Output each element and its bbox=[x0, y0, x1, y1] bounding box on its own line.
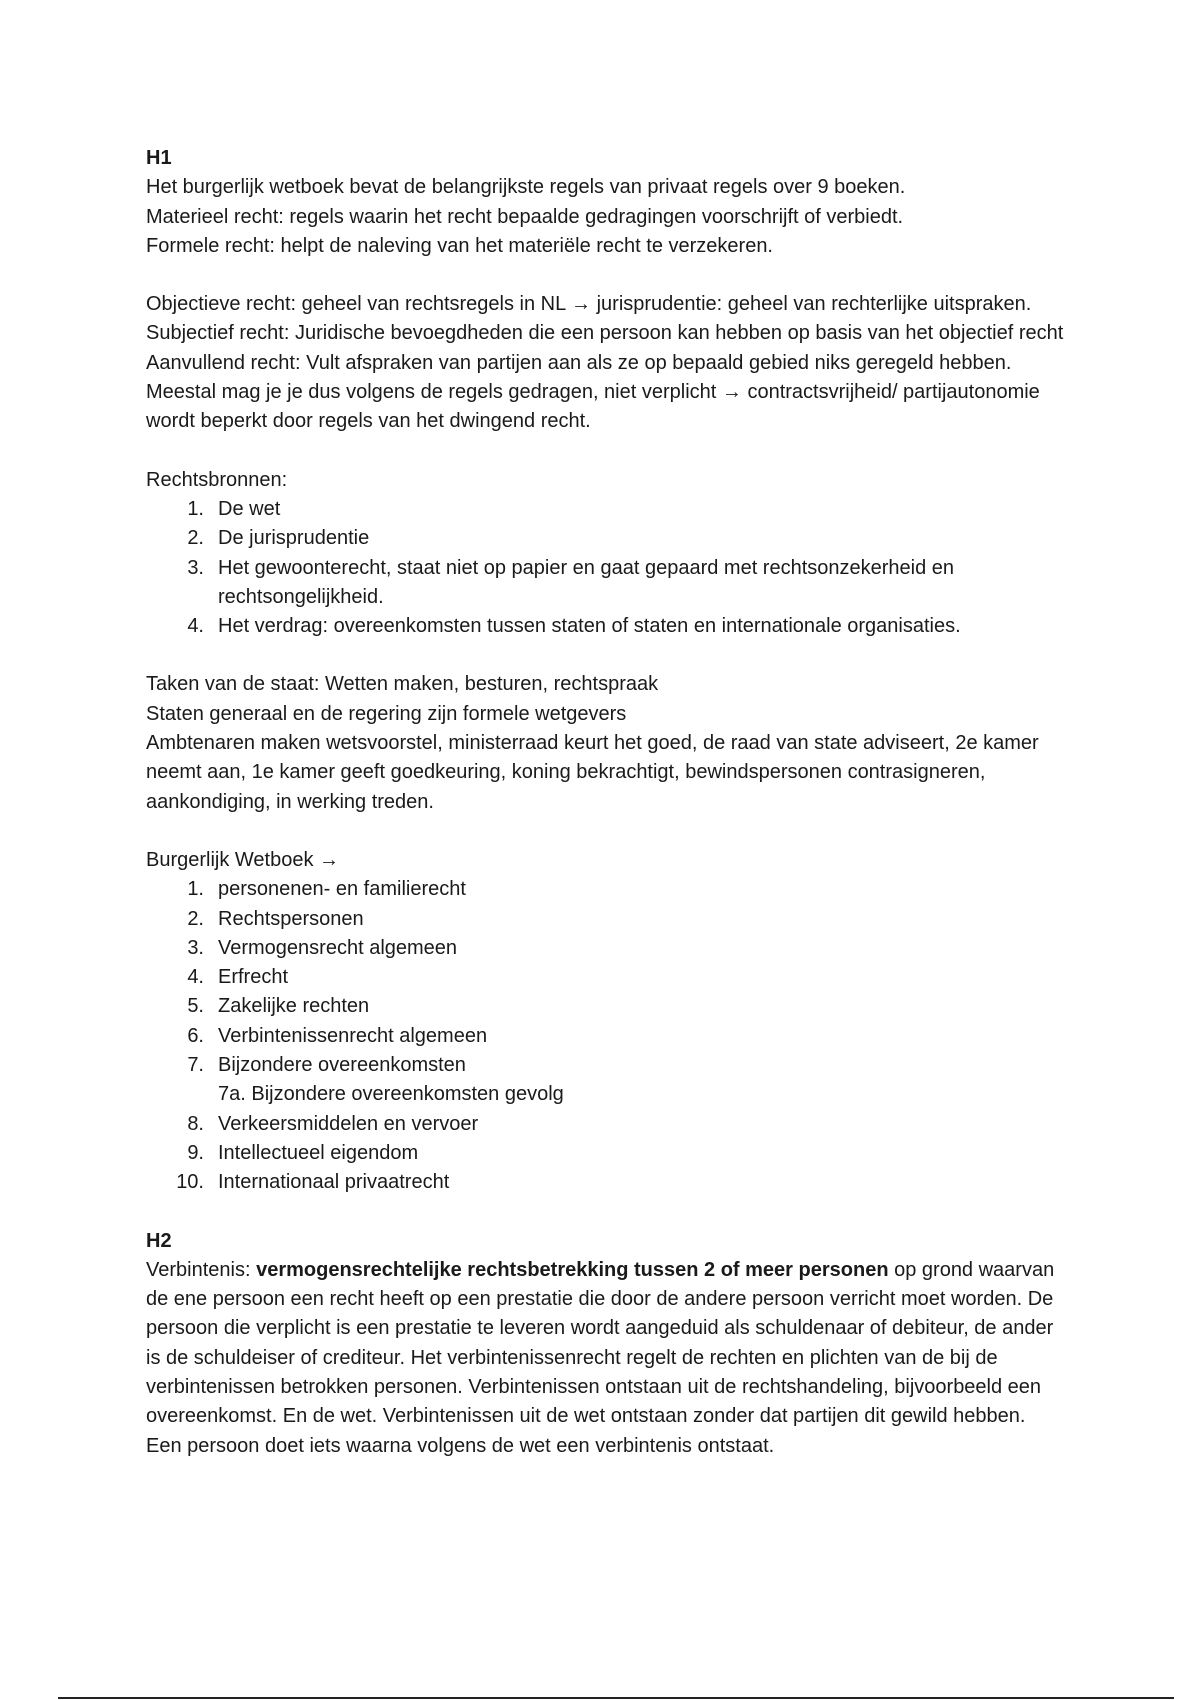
list-item: 4. Het verdrag: overeenkomsten tussen staten of staten en internationale organisaties. bbox=[187, 615, 961, 638]
verbintenis-lead: Verbintenis: bbox=[146, 1258, 257, 1281]
definition-paragraph: Aanvullend recht: Vult afspraken van partijen aan als ze op bepaald gebied niks geregeld hebben. Meestal mag je je dus volgens de regels gedragen, niet verplicht → contractsvrijheid/ partijautonomie wordt beperkt door regels van het dwingend recht. bbox=[146, 351, 1040, 433]
list-item: 3. Het gewoonterecht, staat niet op papier en gaat gepaard met rechtsonzekerheid en rechtsongelijkheid. bbox=[187, 556, 955, 608]
list-item: 10. Internationaal privaatrecht bbox=[176, 1171, 450, 1194]
list-item: 1. De wet bbox=[187, 497, 281, 520]
definition-paragraph: Objectieve recht: geheel van rechtsregels in NL → jurisprudentie: geheel van rechterlijke uitspraken. bbox=[146, 293, 1032, 316]
definition-paragraph: Subjectief recht: Juridische bevoegdheden die een persoon kan hebben op basis van het objectief recht bbox=[146, 322, 1064, 345]
list-item: 3. Vermogensrecht algemeen bbox=[187, 936, 458, 959]
bw-label: Burgerlijk Wetboek → bbox=[146, 848, 340, 871]
state-paragraph: Staten generaal en de regering zijn formele wetgevers bbox=[146, 702, 627, 725]
list-item: 4. Erfrecht bbox=[187, 966, 289, 989]
verbintenis-paragraph bbox=[146, 1256, 1066, 1461]
sources-label: Rechtsbronnen: bbox=[146, 468, 288, 491]
list-item: 5. Zakelijke rechten bbox=[187, 995, 370, 1018]
section-heading-h1: H1 bbox=[146, 147, 172, 169]
list-item: 9. Intellectueel eigendom bbox=[187, 1141, 419, 1164]
sources-list bbox=[146, 495, 1066, 641]
intro-line: Materieel recht: regels waarin het recht bepaalde gedragingen voorschrijft of verbiedt. bbox=[146, 205, 904, 228]
document-page bbox=[146, 144, 1066, 1461]
intro-line: Formele recht: helpt de naleving van het materiële recht te verzekeren. bbox=[146, 234, 773, 257]
bw-books-list bbox=[146, 875, 1066, 1197]
verbintenis-definition-bold: vermogensrechtelijke rechtsbetrekking tussen 2 of meer personen bbox=[256, 1258, 889, 1281]
list-subitem: 7a. Bijzondere overeenkomsten gevolg bbox=[218, 1083, 564, 1106]
list-item: 8. Verkeersmiddelen en vervoer bbox=[187, 1112, 479, 1135]
state-paragraph: Ambtenaren maken wetsvoorstel, ministerraad keurt het goed, de raad van state adviseert, 2e kamer neemt aan, 1e kamer geeft goedkeuring, koning bekrachtigt, bewindspersonen contrasigneren, aankondiging, in werking treden. bbox=[146, 732, 1039, 813]
footer-rule bbox=[58, 1697, 1174, 1699]
list-item: 2. De jurisprudentie bbox=[187, 527, 370, 550]
list-item: 1. personenen- en familierecht bbox=[187, 878, 466, 901]
list-item: 2. Rechtspersonen bbox=[187, 907, 364, 930]
verbintenis-rest: op grond waarvan de ene persoon een recht heeft op een prestatie die door de andere persoon verricht moet worden. De persoon die verplicht is een prestatie te leveren wordt aangeduid als schuldenaar of debiteur, de ander is de schuldeiser of crediteur. Het verbintenissenrecht regelt de rechten en plichten van de bij de verbintenissen betrokken personen. Verbintenissen ontstaan uit de rechtshandeling, bijvoorbeeld een overeenkomst. En de wet. Verbintenissen uit de wet ontstaan zonder dat partijen dit gewild hebben. Een persoon doet iets waarna volgens de wet een verbintenis ontstaat. bbox=[146, 1258, 1055, 1457]
list-item: 6. Verbintenissenrecht algemeen bbox=[187, 1024, 488, 1047]
section-heading-h2: H2 bbox=[146, 1229, 172, 1252]
state-paragraph: Taken van de staat: Wetten maken, besturen, rechtspraak bbox=[146, 673, 659, 696]
intro-line: Het burgerlijk wetboek bevat de belangrijkste regels van privaat regels over 9 boeken. bbox=[146, 176, 906, 199]
list-item: 7. Bijzondere overeenkomsten bbox=[187, 1054, 466, 1077]
